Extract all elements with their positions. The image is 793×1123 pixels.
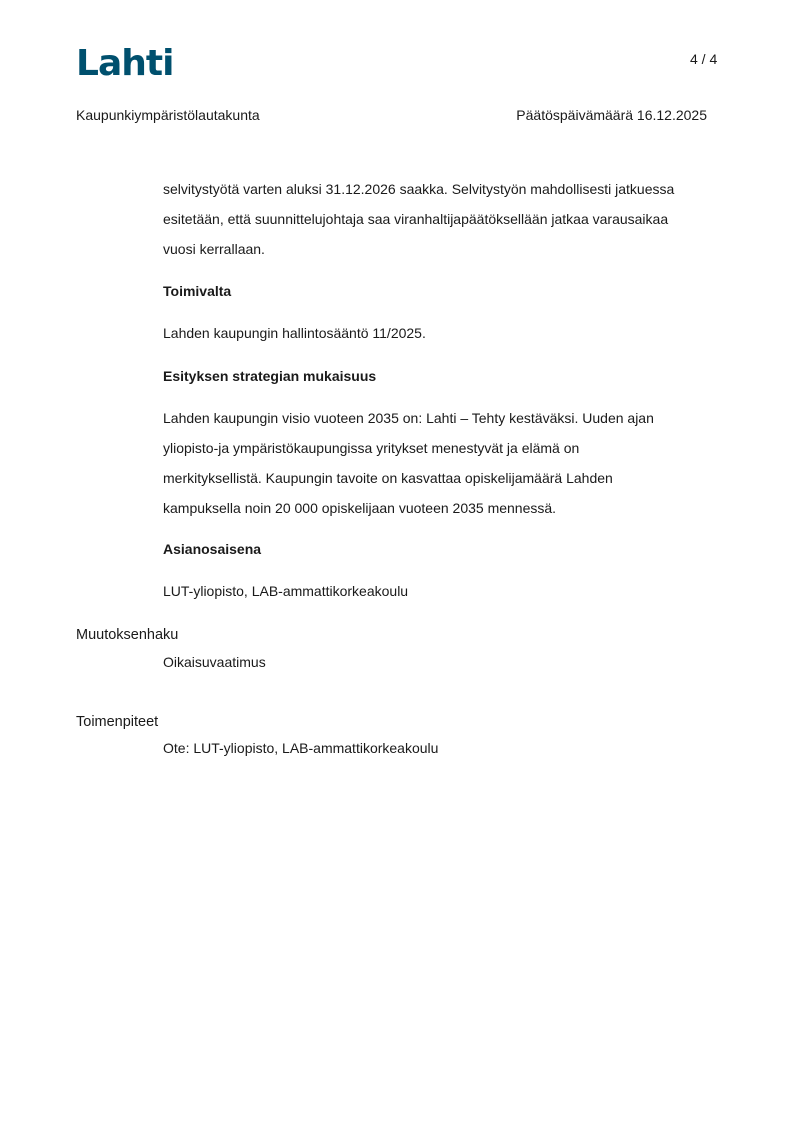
lahti-logo: Lahti bbox=[76, 43, 174, 84]
muutoksenhaku-label: Muutoksenhaku bbox=[76, 627, 179, 643]
asianosaisena-heading: Asianosaisena bbox=[163, 541, 262, 557]
toimivalta-heading: Toimivalta bbox=[163, 283, 232, 299]
text-line: yliopisto-ja ympäristökaupungissa yritykset menestyvät ja elämä on bbox=[163, 440, 580, 456]
text-line: merkityksellistä. Kaupungin tavoite on kasvattaa opiskelijamäärä Lahden bbox=[163, 470, 613, 486]
toimenpiteet-label: Toimenpiteet bbox=[76, 714, 159, 730]
text-line: vuosi kerrallaan. bbox=[163, 241, 265, 257]
page-number: 4 / 4 bbox=[690, 51, 718, 67]
intro-paragraph bbox=[163, 174, 723, 264]
text-line: Lahden kaupungin visio vuoteen 2035 on: Lahti – Tehty kestäväksi. Uuden ajan bbox=[163, 410, 654, 426]
asianosaisena-text: LUT-yliopisto, LAB-ammattikorkeakoulu bbox=[163, 583, 409, 599]
text-line: esitetään, että suunnittelujohtaja saa viranhaltijapäätöksellään jatkaa varausaikaa bbox=[163, 211, 669, 227]
text-line: selvitystyötä varten aluksi 31.12.2026 saakka. Selvitystyön mahdollisesti jatkuessa bbox=[163, 181, 675, 197]
muutoksenhaku-text: Oikaisuvaatimus bbox=[163, 654, 266, 670]
text-line: kampuksella noin 20 000 opiskelijaan vuoteen 2035 mennessä. bbox=[163, 500, 557, 516]
toimivalta-text: Lahden kaupungin hallintosääntö 11/2025. bbox=[163, 325, 426, 341]
organization-name: Kaupunkiympäristölautakunta bbox=[76, 107, 260, 123]
decision-date: Päätöspäivämäärä 16.12.2025 bbox=[516, 107, 707, 123]
strategia-heading: Esityksen strategian mukaisuus bbox=[163, 368, 377, 384]
strategia-paragraph bbox=[163, 403, 723, 523]
toimenpiteet-text: Ote: LUT-yliopisto, LAB-ammattikorkeakoulu bbox=[163, 740, 439, 756]
